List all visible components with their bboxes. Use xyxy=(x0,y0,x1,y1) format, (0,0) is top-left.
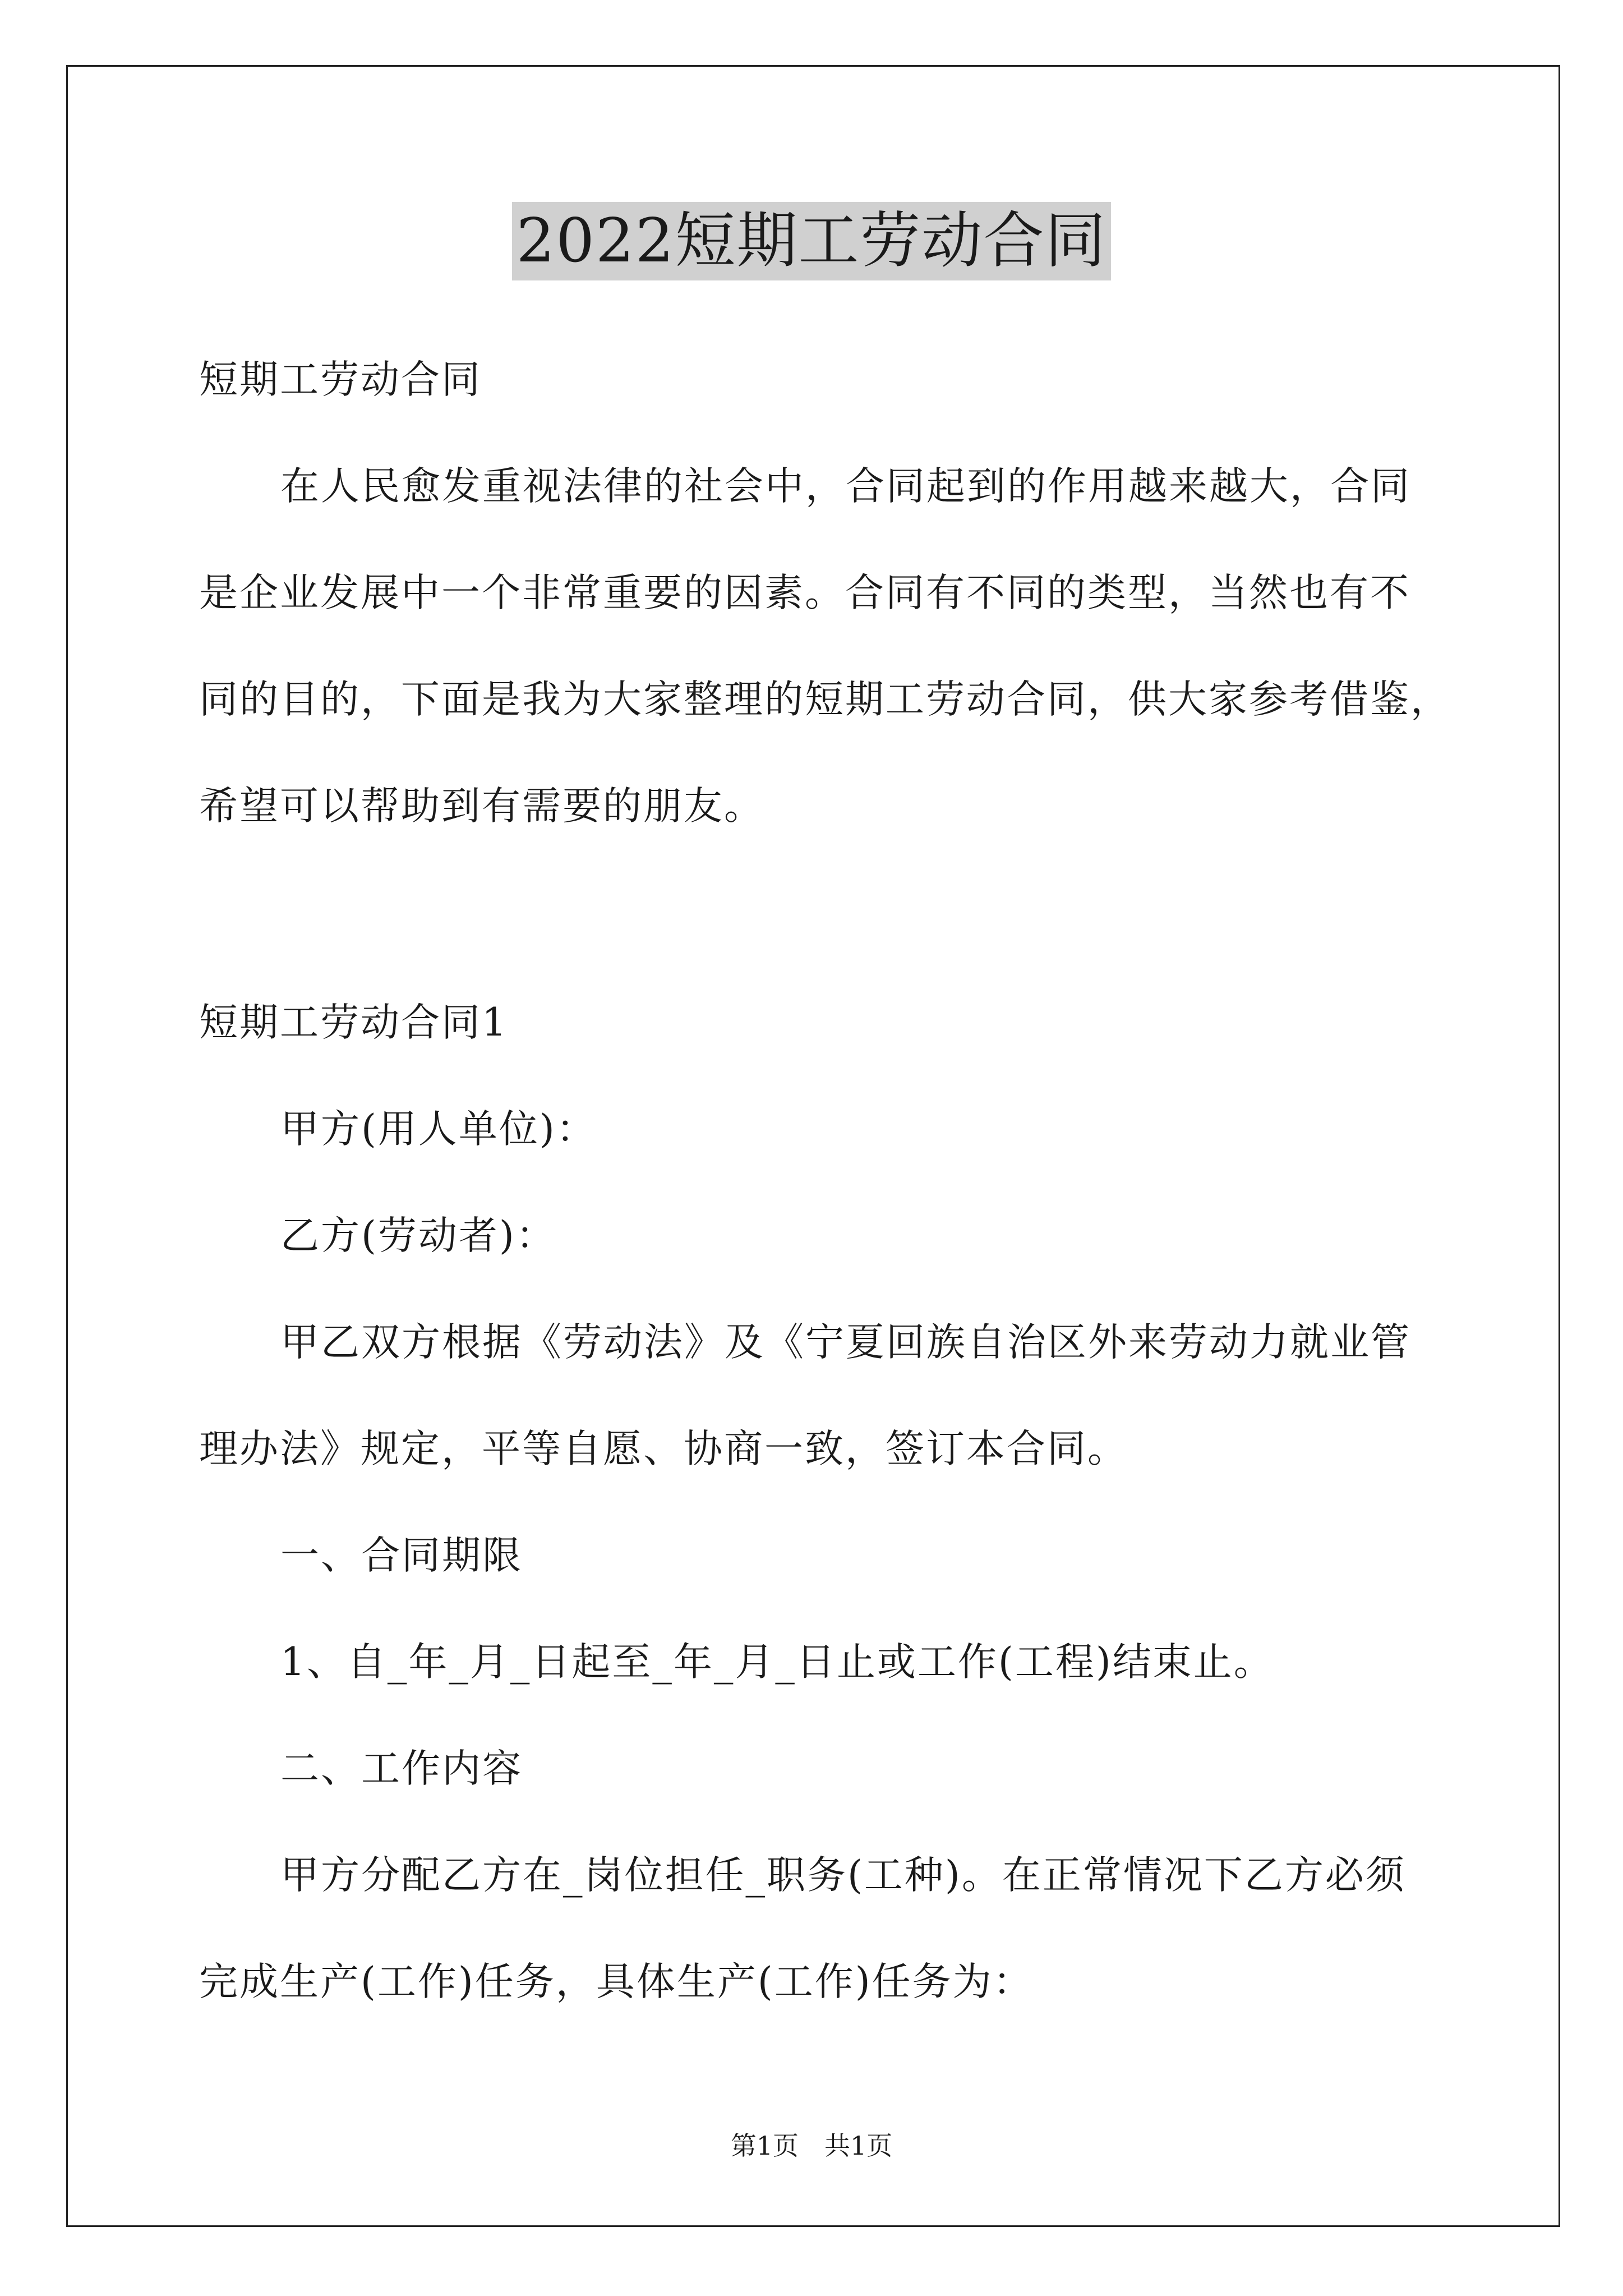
paragraph-line: 甲方分配乙方在_岗位担任_职务(工种)。在正常情况下乙方必须 xyxy=(280,1853,1406,1898)
paragraph-line: 在人民愈发重视法律的社会中，合同起到的作用越来越大，合同 xyxy=(280,464,1411,509)
paragraph-line: 希望可以帮助到有需要的朋友。 xyxy=(199,784,764,829)
subtitle-line: 短期工劳动合同 xyxy=(199,357,482,402)
party-b-line: 乙方(劳动者)： xyxy=(280,1213,556,1258)
party-a-line: 甲方(用人单位)： xyxy=(280,1107,597,1152)
clause-heading: 一、合同期限 xyxy=(280,1533,523,1578)
paragraph-line: 同的目的，下面是我为大家整理的短期工劳动合同，供大家参考借鉴， xyxy=(199,677,1451,722)
clause-item: 1、自_年_月_日起至_年_月_日止或工作(工程)结束止。 xyxy=(280,1640,1274,1685)
section-heading: 短期工劳动合同1 xyxy=(199,1000,508,1045)
paragraph-line: 甲乙双方根据《劳动法》及《宁夏回族自治区外来劳动力就业管 xyxy=(280,1320,1411,1365)
paragraph-line: 理办法》规定，平等自愿、协商一致，签订本合同。 xyxy=(199,1427,1128,1471)
title-container xyxy=(0,202,1623,280)
clause-heading: 二、工作内容 xyxy=(280,1746,523,1791)
document-title: 2022短期工劳动合同 xyxy=(512,202,1112,280)
paragraph-line: 完成生产(工作)任务，具体生产(工作)任务为： xyxy=(199,1959,1034,2004)
paragraph-line: 是企业发展中一个非常重要的因素。合同有不同的类型，当然也有不 xyxy=(199,570,1410,615)
page-footer: 第1页 共1页 xyxy=(730,2131,893,2161)
